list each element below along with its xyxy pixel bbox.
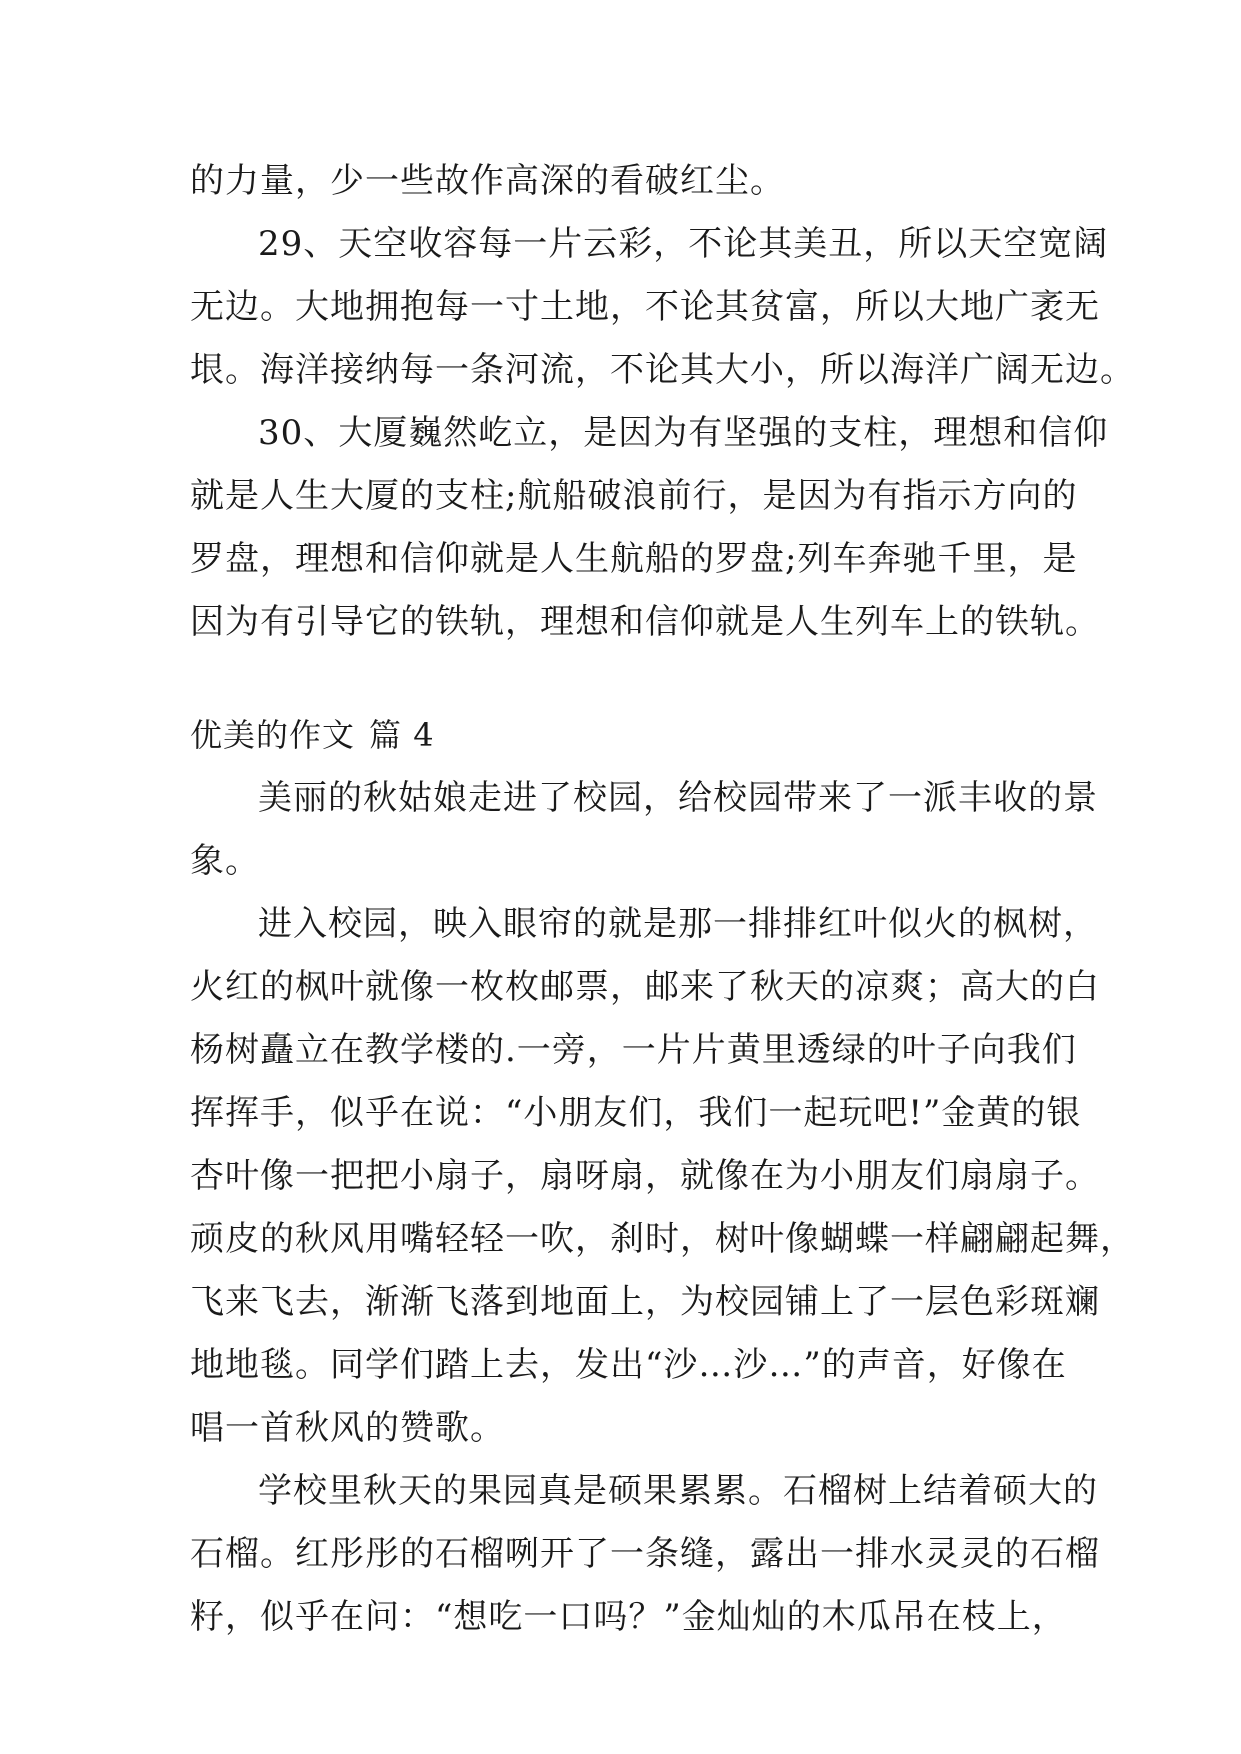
section-title: 优美的作文	[190, 716, 356, 754]
text-line: 挥挥手，似乎在说：“小朋友们，我们一起玩吧!”金黄的银	[190, 1093, 1082, 1133]
paragraph-item-30	[190, 402, 1109, 654]
text-line: 杨树矗立在教学楼的.一旁，一片片黄里透绿的叶子向我们	[190, 1030, 1077, 1070]
document-page	[190, 150, 1135, 1649]
paragraph-continuation	[190, 150, 1060, 213]
essay-paragraph-2	[190, 893, 1135, 1460]
paragraph-item-29	[190, 213, 1135, 402]
text-line: 象。	[190, 841, 260, 881]
text-line: 火红的枫叶就像一枚枚邮票，邮来了秋天的凉爽；高大的白	[190, 967, 1100, 1007]
text-line: 石榴。红彤彤的石榴咧开了一条缝，露出一排水灵灵的石榴	[190, 1534, 1100, 1574]
section-number: 篇 4	[369, 716, 435, 754]
text-line: 因为有引导它的铁轨，理想和信仰就是人生列车上的铁轨。	[190, 602, 1100, 642]
text-line: 杏叶像一把把小扇子，扇呀扇，就像在为小朋友们扇扇子。	[190, 1156, 1100, 1196]
text-line: 就是人生大厦的支柱;航船破浪前行，是因为有指示方向的	[190, 476, 1078, 516]
text-line: 的力量，少一些故作高深的看破红尘。	[190, 161, 785, 201]
text-line: 飞来飞去，渐渐飞落到地面上，为校园铺上了一层色彩斑斓	[190, 1282, 1100, 1322]
section-heading	[190, 704, 1060, 767]
text-line: 29、天空收容每一片云彩，不论其美丑，所以天空宽阔	[258, 224, 1109, 264]
text-line: 进入校园，映入眼帘的就是那一排排红叶似火的枫树，	[258, 904, 1098, 944]
text-line: 籽，似乎在问：“想吃一口吗？”金灿灿的木瓜吊在枝上，	[190, 1597, 1067, 1637]
text-line: 美丽的秋姑娘走进了校园，给校园带来了一派丰收的景	[258, 778, 1098, 818]
essay-paragraph-3	[190, 1460, 1100, 1649]
text-line: 罗盘，理想和信仰就是人生航船的罗盘;列车奔驰千里，是	[190, 539, 1078, 579]
essay-paragraph-1	[190, 767, 1098, 893]
text-line: 无边。大地拥抱每一寸土地，不论其贫富，所以大地广袤无	[190, 287, 1100, 327]
text-line: 唱一首秋风的赞歌。	[190, 1408, 505, 1448]
text-line: 地地毯。同学们踏上去，发出“沙…沙…”的声音，好像在	[190, 1345, 1067, 1385]
text-line: 顽皮的秋风用嘴轻轻一吹，刹时，树叶像蝴蝶一样翩翩起舞，	[190, 1219, 1135, 1259]
text-line: 学校里秋天的果园真是硕果累累。石榴树上结着硕大的	[258, 1471, 1098, 1511]
text-line: 垠。海洋接纳每一条河流，不论其大小，所以海洋广阔无边。	[190, 350, 1135, 390]
text-line: 30、大厦巍然屹立，是因为有坚强的支柱，理想和信仰	[258, 413, 1109, 453]
